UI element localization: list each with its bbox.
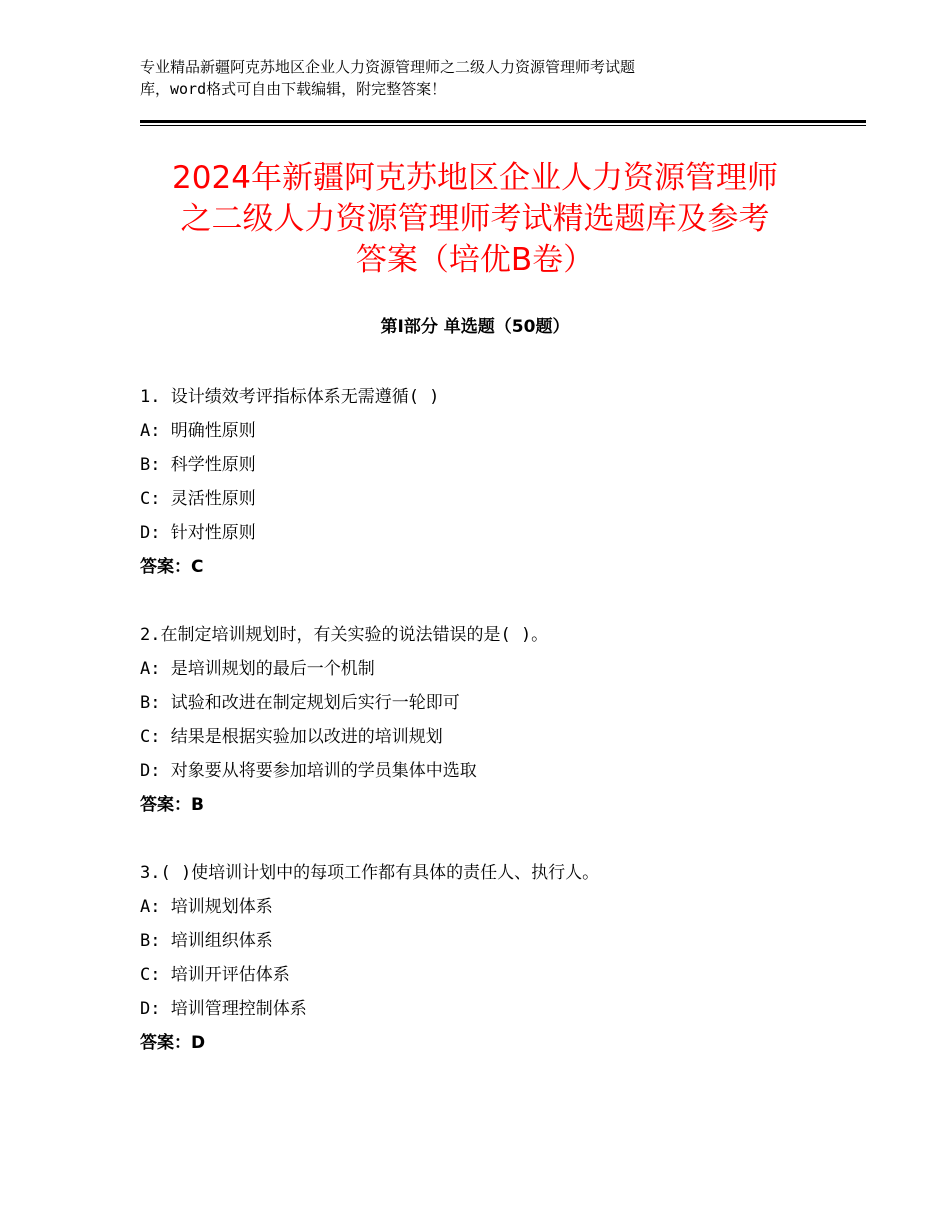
- option-c: C: 灵活性原则: [140, 489, 256, 509]
- option-b: B: 科学性原则: [140, 455, 256, 475]
- header-note-line-1: 专业精品新疆阿克苏地区企业人力资源管理师之二级人力资源管理师考试题: [140, 58, 636, 76]
- option-a: A: 明确性原则: [140, 421, 256, 441]
- title-line-2: 之二级人力资源管理师考试精选题库及参考: [180, 201, 770, 237]
- question-stem: 1. 设计绩效考评指标体系无需遵循( ): [140, 387, 440, 407]
- question-list: [140, 380, 840, 1060]
- header-note: [140, 56, 800, 100]
- option-b: B: 培训组织体系: [140, 931, 273, 951]
- option-d: D: 针对性原则: [140, 523, 256, 543]
- section-heading: 第Ⅰ部分 单选题（50题）: [380, 317, 570, 337]
- document-title: [120, 158, 830, 281]
- header-note-line-2: 库，word格式可自由下载编辑，附完整答案！: [140, 80, 447, 98]
- option-d: D: 培训管理控制体系: [140, 999, 307, 1019]
- question-stem: 3.( )使培训计划中的每项工作都有具体的责任人、执行人。: [140, 863, 600, 883]
- option-c: C: 培训开评估体系: [140, 965, 290, 985]
- header-divider-thin: [140, 125, 866, 126]
- header-divider-thick: [140, 120, 866, 123]
- answer: 答案：B: [140, 795, 204, 815]
- option-a: A: 培训规划体系: [140, 897, 273, 917]
- answer: 答案：C: [140, 557, 204, 577]
- question-stem: 2.在制定培训规划时，有关实验的说法错误的是( )。: [140, 625, 549, 645]
- question-3: [140, 856, 840, 1060]
- option-c: C: 结果是根据实验加以改进的培训规划: [140, 727, 443, 747]
- answer: 答案：D: [140, 1033, 206, 1053]
- option-d: D: 对象要从将要参加培训的学员集体中选取: [140, 761, 477, 781]
- question-1: [140, 380, 840, 584]
- title-line-1: 2024年新疆阿克苏地区企业人力资源管理师: [172, 160, 778, 196]
- option-a: A: 是培训规划的最后一个机制: [140, 659, 375, 679]
- option-b: B: 试验和改进在制定规划后实行一轮即可: [140, 693, 460, 713]
- question-2: [140, 618, 840, 822]
- title-line-3: 答案（培优B卷）: [355, 242, 595, 278]
